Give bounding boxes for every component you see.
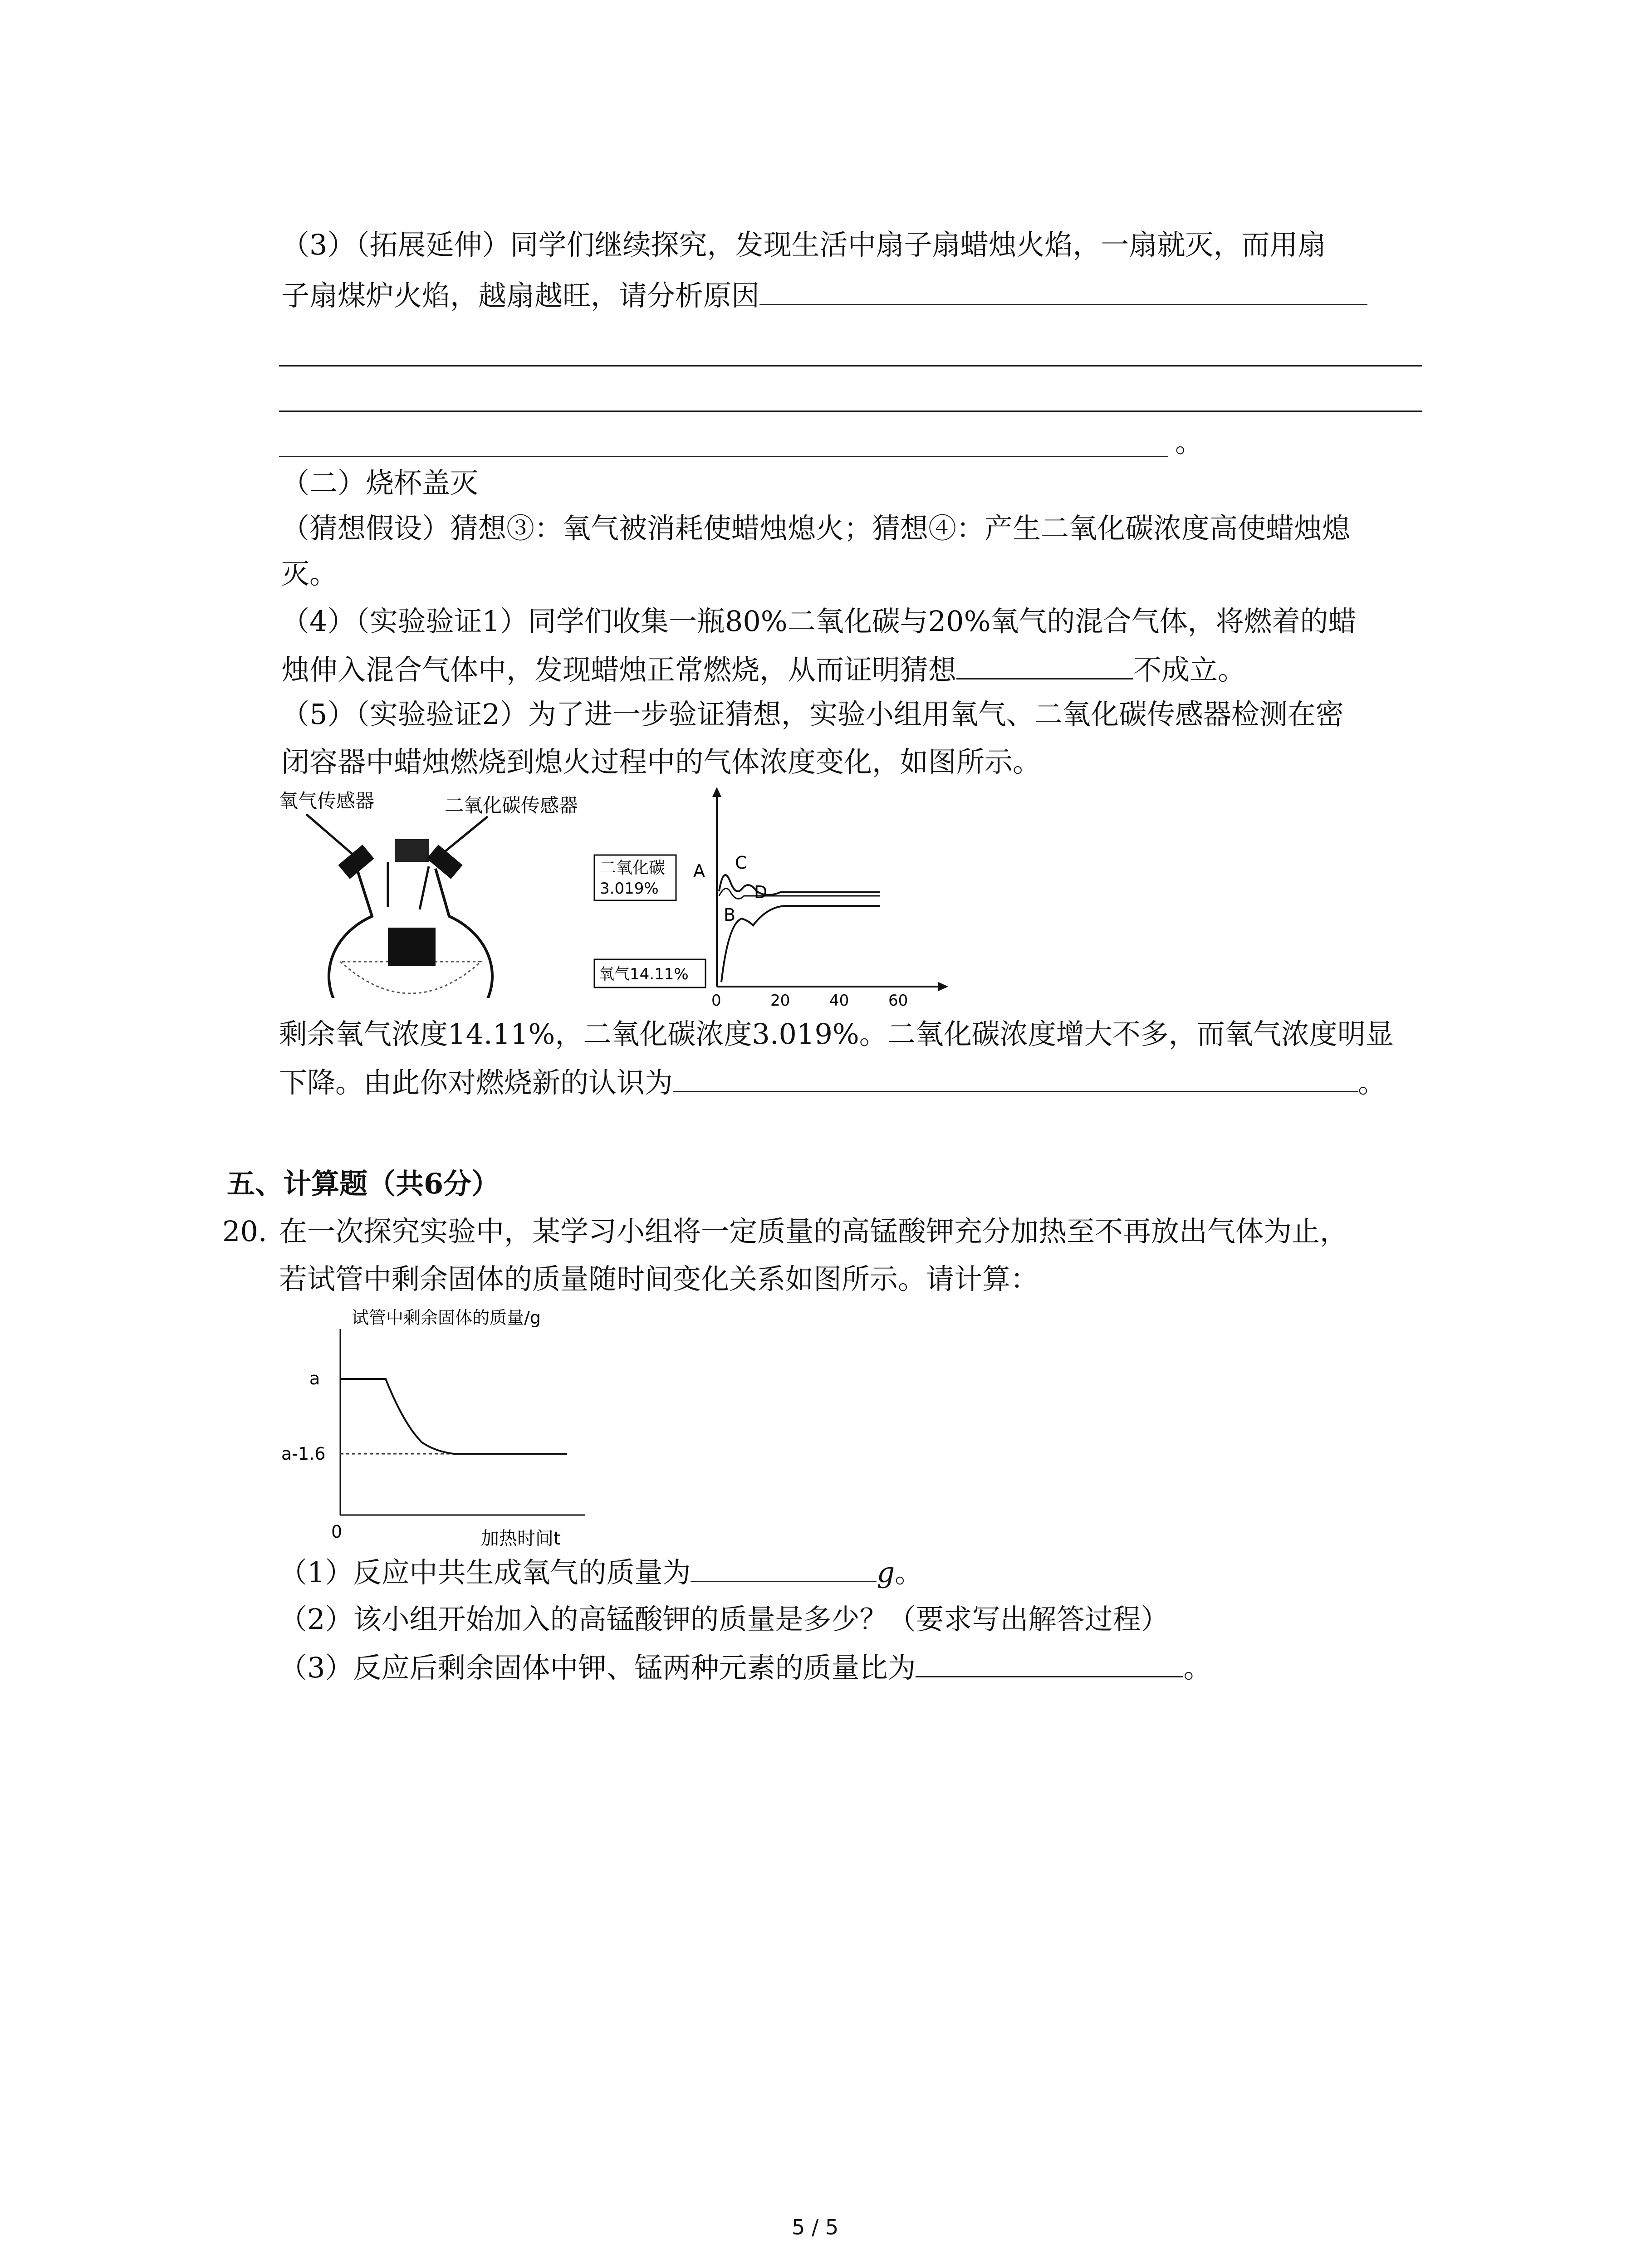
point-c-label: C bbox=[735, 853, 747, 873]
sub-q1-line bbox=[279, 1549, 923, 1594]
q4-line-1: （4）（实验验证1）同学们收集一瓶80%二氧化碳与20%氧气的混合气体，将燃着的蜡 bbox=[281, 605, 1357, 638]
gas-chart-x-ticks bbox=[711, 992, 908, 1007]
mass-curve bbox=[340, 1379, 567, 1454]
q3-answer-line-4[interactable] bbox=[279, 456, 1168, 457]
gas-chart-x-tick-label: 20 bbox=[770, 992, 790, 1007]
sub-q3-text: （3）反应后剩余固体中钾、锰两种元素的质量比为 bbox=[279, 1651, 916, 1684]
q4-line-2-tail: 不成立。 bbox=[1133, 653, 1246, 686]
co2-sensor-label: 二氧化碳传感器 bbox=[445, 794, 578, 816]
q3-line-2-text: 子扇煤炉火焰，越扇越旺，请分析原因 bbox=[281, 279, 760, 312]
co2-curve bbox=[719, 875, 880, 895]
gas-chart-y-arrow bbox=[712, 787, 721, 797]
q5-line-1: （5）（实验验证2）为了进一步验证猜想，实验小组用氧气、二氧化碳传感器检测在密 bbox=[281, 698, 1344, 731]
o2-legend-label: 氧气14.11% bbox=[599, 965, 689, 983]
page-number: 5 / 5 bbox=[792, 2215, 839, 2239]
section2-title: （二）烧杯盖灭 bbox=[281, 466, 479, 499]
combustion-answer-blank[interactable] bbox=[673, 1059, 1358, 1092]
gas-chart-x-tick-label: 0 bbox=[711, 992, 721, 1007]
q3-answer-line-2[interactable] bbox=[279, 365, 1422, 367]
sub-q1-text: （1）反应中共生成氧气的质量为 bbox=[279, 1556, 691, 1589]
gas-chart-x-arrow bbox=[938, 982, 948, 991]
tick-a-label: a bbox=[309, 1369, 320, 1388]
q5-line-2: 闭容器中蜡烛燃烧到熄火过程中的气体浓度变化，如图所示。 bbox=[281, 745, 1041, 778]
q4-line-2-text: 烛伸入混合气体中，发现蜡烛正常燃烧，从而证明猜想 bbox=[281, 653, 957, 686]
mass-time-chart bbox=[272, 1302, 590, 1547]
o2-sensor-label: 氧气传感器 bbox=[279, 790, 375, 812]
q3-end-mark: 。 bbox=[1175, 425, 1204, 459]
section5-title: 五、计算题（共6分） bbox=[227, 1167, 500, 1200]
co2-legend-name: 二氧化碳 bbox=[600, 859, 666, 877]
sub-q2-line: （2）该小组开始加入的高锰酸钾的质量是多少？（要求写出解答过程） bbox=[279, 1603, 1169, 1636]
co2-curve-shadow bbox=[719, 889, 880, 899]
gas-chart-x-tick-label: 40 bbox=[829, 992, 849, 1007]
sub-q1-unit: g bbox=[877, 1556, 895, 1589]
q3-answer-line-3[interactable] bbox=[279, 411, 1422, 412]
oxygen-mass-blank[interactable] bbox=[691, 1549, 877, 1582]
point-a-label: A bbox=[693, 861, 705, 881]
after-chart-line-2-text: 下降。由此你对燃烧新的认识为 bbox=[279, 1066, 673, 1099]
sub-q3-line bbox=[279, 1644, 1211, 1690]
after-chart-end: 。 bbox=[1358, 1066, 1386, 1099]
point-d-label: D bbox=[754, 882, 768, 902]
q20-line-1: 在一次探究实验中，某学习小组将一定质量的高锰酸钾充分加热至不再放出气体为止， bbox=[279, 1215, 1348, 1248]
after-chart-line-2 bbox=[279, 1059, 1386, 1105]
tick-a-minus-1-6-label: a-1.6 bbox=[281, 1444, 326, 1464]
o2-curve bbox=[721, 906, 880, 982]
mass-ratio-blank[interactable] bbox=[916, 1644, 1183, 1677]
gas-concentration-chart bbox=[585, 787, 948, 1007]
q3-line-2 bbox=[281, 272, 1367, 318]
hypothesis-line-1: （猜想假设）猜想③：氧气被消耗使蜡烛熄火；猜想④：产生二氧化碳浓度高使蜡烛熄 bbox=[281, 512, 1351, 545]
after-chart-line-1: 剩余氧气浓度14.11%，二氧化碳浓度3.019%。二氧化碳浓度增大不多，而氧气浓度明显 bbox=[279, 1017, 1394, 1051]
q4-answer-blank[interactable] bbox=[956, 646, 1133, 679]
mass-chart-x-label: 加热时间t bbox=[481, 1528, 561, 1547]
mass-chart-y-label: 试管中剩余固体的质量/g bbox=[352, 1308, 541, 1328]
gas-chart-x-tick-label: 60 bbox=[888, 992, 908, 1007]
q3-line-1: （3）（拓展延伸）同学们继续探究，发现生活中扇子扇蜡烛火焰，一扇就灭，而用扇 bbox=[281, 228, 1326, 261]
mass-chart-origin: 0 bbox=[331, 1522, 343, 1542]
sub-q1-end: 。 bbox=[895, 1556, 923, 1589]
hypothesis-line-2: 灭。 bbox=[281, 557, 338, 590]
q4-line-2 bbox=[281, 646, 1246, 692]
co2-legend-value: 3.019% bbox=[600, 880, 659, 898]
point-b-label: B bbox=[724, 905, 736, 925]
q20-number: 20. bbox=[222, 1215, 267, 1248]
q3-answer-blank-1[interactable] bbox=[759, 272, 1367, 305]
sub-q3-end: 。 bbox=[1183, 1651, 1212, 1684]
apparatus-figure bbox=[279, 785, 606, 998]
candle-block bbox=[388, 928, 436, 966]
q20-line-2: 若试管中剩余固体的质量随时间变化关系如图所示。请计算： bbox=[279, 1262, 1039, 1295]
